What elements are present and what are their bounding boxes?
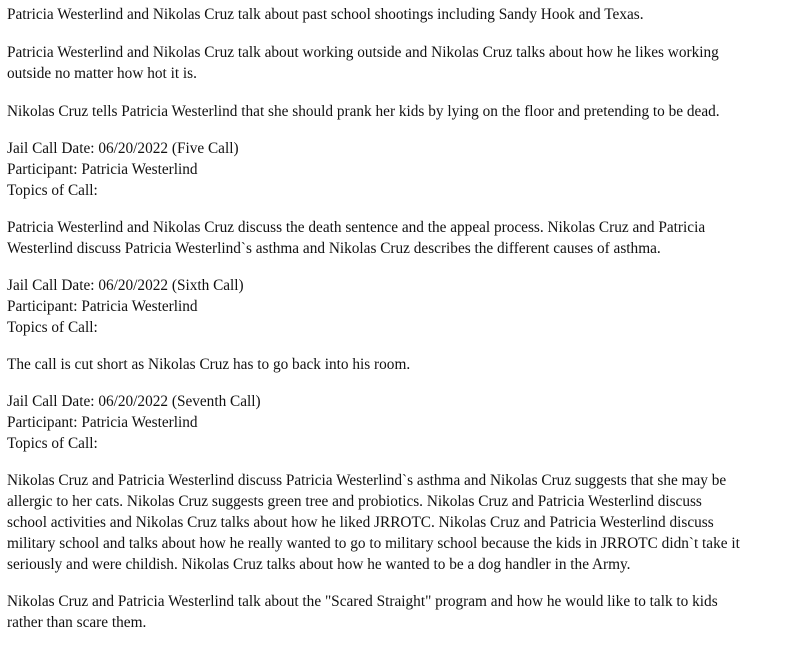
document-page <box>7 4 791 649</box>
call-header-seventh <box>7 391 791 454</box>
call-date: Jail Call Date: 06/20/2022 (Five Call) <box>7 140 239 157</box>
call-date: Jail Call Date: 06/20/2022 (Seventh Call) <box>7 393 261 410</box>
text-line: Patricia Westerlind and Nikolas Cruz talk about past school shootings including Sandy Hook and Texas. <box>7 6 644 23</box>
text-line: Nikolas Cruz and Patricia Westerlind discuss Patricia Westerlind`s asthma and Nikolas Cruz suggests that she may be <box>7 472 727 489</box>
call-participant: Participant: Patricia Westerlind <box>7 298 198 315</box>
paragraph-prank <box>7 101 791 122</box>
text-line: allergic to her cats. Nikolas Cruz suggests green tree and probiotics. Nikolas Cruz and Patricia Westerlind discuss <box>7 493 702 510</box>
call-topics-label: Topics of Call: <box>7 435 98 452</box>
text-line: school activities and Nikolas Cruz talks about how he liked JRROTC. Nikolas Cruz and Patricia Westerlind discuss <box>7 514 714 531</box>
text-line: Westerlind discuss Patricia Westerlind`s asthma and Nikolas Cruz describes the different causes of asthma. <box>7 240 661 257</box>
text-line: Nikolas Cruz tells Patricia Westerlind that she should prank her kids by lying on the floor and pretending to be dead. <box>7 103 720 120</box>
call-summary-fifth <box>7 217 791 259</box>
text-line: Patricia Westerlind and Nikolas Cruz talk about working outside and Nikolas Cruz talks about how he likes working <box>7 44 719 61</box>
paragraph-working-outside <box>7 42 791 84</box>
call-participant: Participant: Patricia Westerlind <box>7 161 198 178</box>
call-participant: Participant: Patricia Westerlind <box>7 414 198 431</box>
call-header-fifth <box>7 138 791 201</box>
text-line: Patricia Westerlind and Nikolas Cruz discuss the death sentence and the appeal process. Nikolas Cruz and Patricia <box>7 219 706 236</box>
paragraph-past-shootings <box>7 4 791 25</box>
text-line: Nikolas Cruz and Patricia Westerlind talk about the "Scared Straight" program and how he would like to talk to kids <box>7 593 718 610</box>
text-line: seriously and were childish. Nikolas Cruz talks about how he wanted to be a dog handler in the Army. <box>7 556 631 573</box>
text-line: outside no matter how hot it is. <box>7 65 197 82</box>
call-date: Jail Call Date: 06/20/2022 (Sixth Call) <box>7 277 244 294</box>
call-header-sixth <box>7 275 791 338</box>
call-summary-seventh <box>7 470 791 575</box>
call-topics-label: Topics of Call: <box>7 319 98 336</box>
text-line: The call is cut short as Nikolas Cruz has to go back into his room. <box>7 356 411 373</box>
call-summary-scared-straight <box>7 591 791 633</box>
call-summary-sixth <box>7 354 791 375</box>
call-topics-label: Topics of Call: <box>7 182 98 199</box>
text-line: rather than scare them. <box>7 614 147 631</box>
text-line: military school and talks about how he really wanted to go to military school because the kids in JRROTC didn`t take it <box>7 535 740 552</box>
